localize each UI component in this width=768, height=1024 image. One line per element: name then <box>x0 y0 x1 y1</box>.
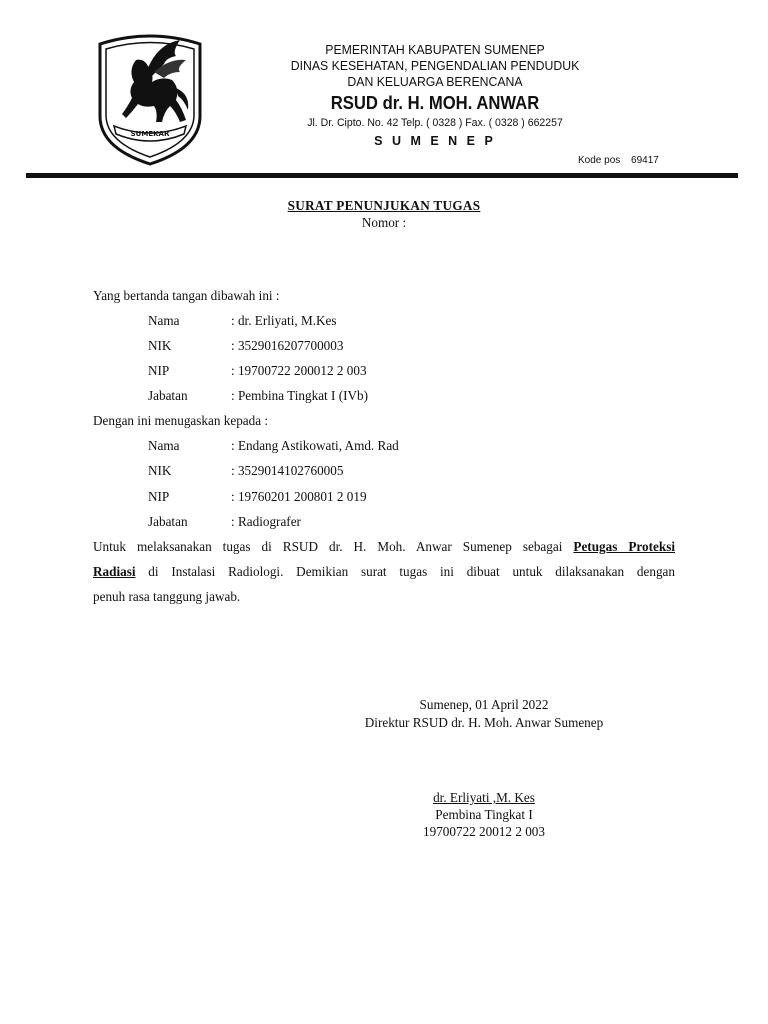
assignee-nik-label: NIK <box>148 463 172 478</box>
signature-rank: Pembina Tingkat I <box>435 807 533 822</box>
body-line-3: penuh rasa tanggung jawab. <box>93 589 241 604</box>
signature-name: dr. Erliyati ,M. Kes <box>433 790 535 805</box>
postal-code-label: Kode pos <box>578 155 621 166</box>
assignee-name-label: Nama <box>148 438 180 453</box>
assignee-name-value: : Endang Astikowati, Amd. Rad <box>231 438 399 453</box>
role-highlight-1: Petugas Proteksi <box>573 539 675 554</box>
assign-intro-text: Dengan ini menugaskan kepada : <box>93 413 269 428</box>
signature-nip: 19700722 20012 2 003 <box>423 824 545 839</box>
logo-text: SUMEKAR <box>130 130 170 138</box>
assignee-nip-label: NIP <box>148 489 170 504</box>
body-line-1: Untuk melaksanakan tugas di RSUD dr. H. Moh. Anwar Sumenep sebagai Petugas Proteksi <box>93 539 675 554</box>
signer-name-value: : dr. Erliyati, M.Kes <box>231 313 337 328</box>
assignee-jabatan-label: Jabatan <box>148 514 188 529</box>
body-line-2: Radiasi di Instalasi Radiologi. Demikian surat tugas ini dibuat untuk dilaksanakan dengan <box>93 564 675 579</box>
signer-nik-value: : 3529016207700003 <box>231 338 344 353</box>
letterhead-line3: DAN KELUARGA BERENCANA <box>347 74 523 89</box>
signer-nik-label: NIK <box>148 338 172 353</box>
signer-jabatan-value: : Pembina Tingkat I (IVb) <box>231 388 368 403</box>
document-number: Nomor : <box>361 215 407 230</box>
signer-nip-value: : 19700722 200012 2 003 <box>231 363 367 378</box>
role-highlight-2: Radiasi <box>93 564 136 579</box>
signer-jabatan-label: Jabatan <box>148 388 188 403</box>
signer-name-label: Nama <box>148 313 180 328</box>
signature-position: Direktur RSUD dr. H. Moh. Anwar Sumenep <box>364 715 604 730</box>
pegasus-emblem-icon <box>92 30 208 166</box>
postal-code-value: 69417 <box>631 155 659 166</box>
hospital-name: RSUD dr. H. MOH. ANWAR <box>330 92 540 113</box>
document-title: SURAT PENUNJUKAN TUGAS <box>287 198 481 213</box>
intro-text: Yang bertanda tangan dibawah ini : <box>93 288 280 303</box>
letterhead-line1: PEMERINTAH KABUPATEN SUMENEP <box>325 42 545 57</box>
letterhead <box>250 42 620 149</box>
letterhead-line2: DINAS KESEHATAN, PENGENDALIAN PENDUDUK <box>290 58 580 73</box>
letterhead-divider <box>26 173 738 178</box>
signature-place-date: Sumenep, 01 April 2022 <box>419 697 549 712</box>
assignee-nik-value: : 3529014102760005 <box>231 463 344 478</box>
assignee-nip-value: : 19760201 200801 2 019 <box>231 489 367 504</box>
hospital-city: S U M E N E P <box>374 134 496 148</box>
assignee-jabatan-value: : Radiografer <box>231 514 301 529</box>
hospital-address: Jl. Dr. Cipto. No. 42 Telp. ( 0328 ) Fax. ( 0328 ) 662257 <box>307 117 563 129</box>
postal-code <box>578 155 659 166</box>
signer-nip-label: NIP <box>148 363 170 378</box>
